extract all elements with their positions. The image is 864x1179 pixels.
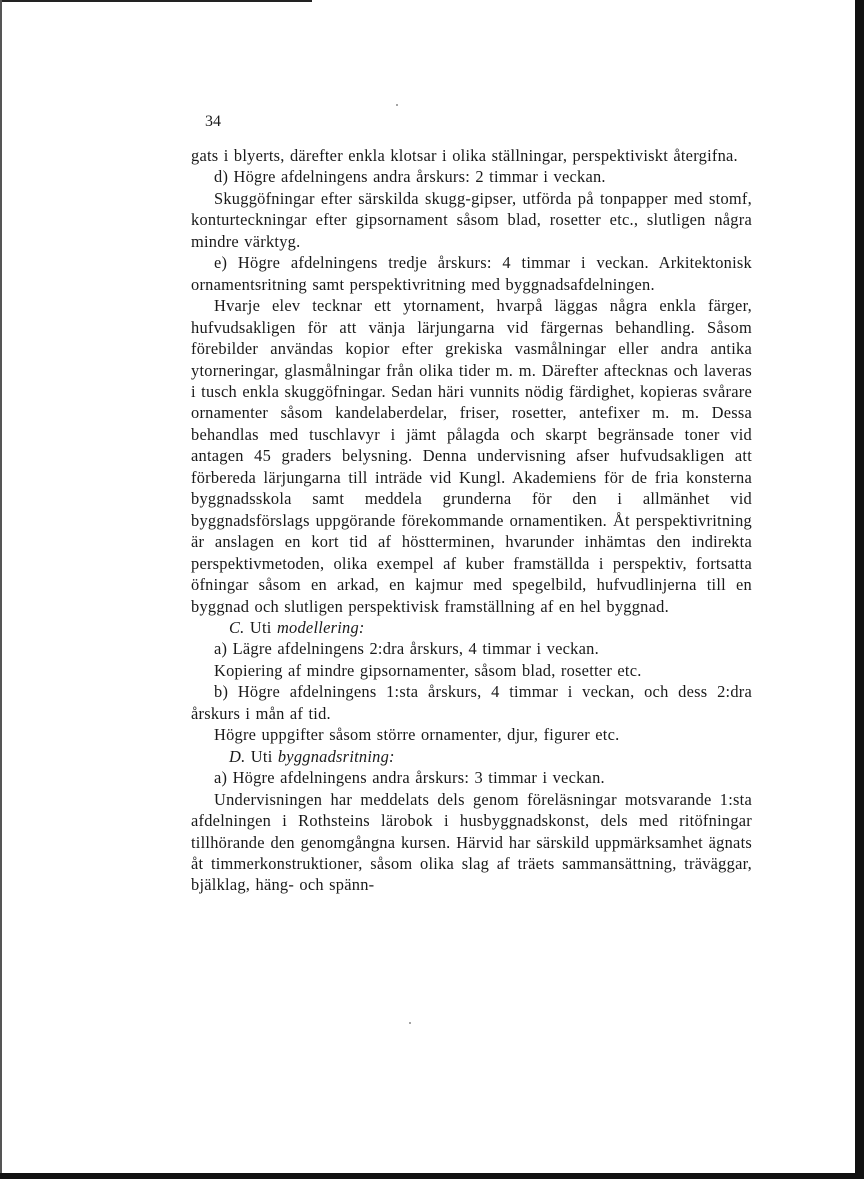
paragraph: b) Högre afdelningens 1:sta årskurs, 4 timmar i veckan, och dess 2:dra årskurs i mån af tid. [191,682,752,723]
scan-edge-bottom [0,1173,864,1179]
section-title: byggnadsritning: [277,746,395,766]
section-letter: D. [229,746,246,766]
scan-edge-right [855,0,864,1179]
page-number: 34 [205,113,221,130]
paragraph: Högre uppgifter såsom större ornamenter, djur, figurer etc. [214,725,620,745]
paragraph: Skuggöfningar efter särskilda skugg-gipser, utförda på tonpapper med stomf, konturteckningar efter gipsornament såsom blad, rosetter etc., slutligen några mindre värktyg. [191,188,752,251]
section-letter: C. [229,617,245,637]
paragraph: a) Högre afdelningens andra årskurs: 3 timmar i veckan. [214,768,605,788]
scan-edge-top [0,0,312,2]
paragraph: d) Högre afdelningens andra årskurs: 2 timmar i veckan. [214,167,606,187]
section-title: modellering: [276,617,365,637]
scan-speck [396,104,398,106]
paragraph: Kopiering af mindre gipsornamenter, såsom blad, rosetter etc. [214,660,642,680]
section-prefix: Uti [250,746,273,766]
paragraph: a) Lägre afdelningens 2:dra årskurs, 4 timmar i veckan. [214,639,599,659]
paragraph: Hvarje elev tecknar ett ytornament, hvarpå läggas några enkla färger, hufvudsakligen för att vänja lärjungarna vid färgernas behandling. Såsom förebilder användas kopior efter grekiska vasmålningar eller andra antika ytorneringar, glasmålningar från olika tider m. m. Därefter aftecknas och laveras i tusch enkla skuggöfningar. Sedan häri vunnits nödig färdighet, kopieras svårare ornamenter såsom kandelaberdelar, friser, rosetter, antefixer m. m. Dessa behandlas med tuschlavyr i jämt pålagda och skarpt begränsade toner vid antagen 45 graders belysning. Denna undervisning afser hufvudsakligen att förbereda lärjungarna till inträde vid Kungl. Akademiens för de fria konsterna byggnadsskola samt meddela grunderna för den i allmänhet vid byggnadsförslags uppgörande förekommande ornamentiken. Åt perspektivritning är anslagen en kort tid af höstterminen, hvarunder inhämtas den indirekta perspektivmetoden, olika exempel af kuber framställda i perspektiv, fortsatta öfningar såsom en arkad, en kajmur med spegelbild, hufvudlinjerna till en byggnad och slutligen perspektivisk framställning af en hel byggnad. [191,296,752,616]
body-text [191,145,752,896]
paragraph: gats i blyerts, därefter enkla klotsar i olika ställningar, perspektiviskt återgifna. [191,146,738,165]
scan-speck [409,1022,411,1024]
scan-edge-left [0,0,2,1179]
section-heading-d [191,746,752,767]
paragraph: Undervisningen har meddelats dels genom föreläsningar motsvarande 1:sta afdelningen i Rothsteins lärobok i husbyggnadskonst, dels med ritöfningar tillhörande den genomgångna kursen. Härvid har särskild uppmärksamhet ägnats åt timmerkonstruktioner, såsom olika slag af träets sammansättning, träväggar, bjälklag, häng- och spänn- [191,789,752,895]
section-prefix: Uti [249,617,272,637]
paragraph: e) Högre afdelningens tredje årskurs: 4 timmar i veckan. Arkitektonisk ornamentsritning samt perspektivritning med byggnadsafdelningen. [191,253,752,294]
section-heading-c [191,617,752,638]
